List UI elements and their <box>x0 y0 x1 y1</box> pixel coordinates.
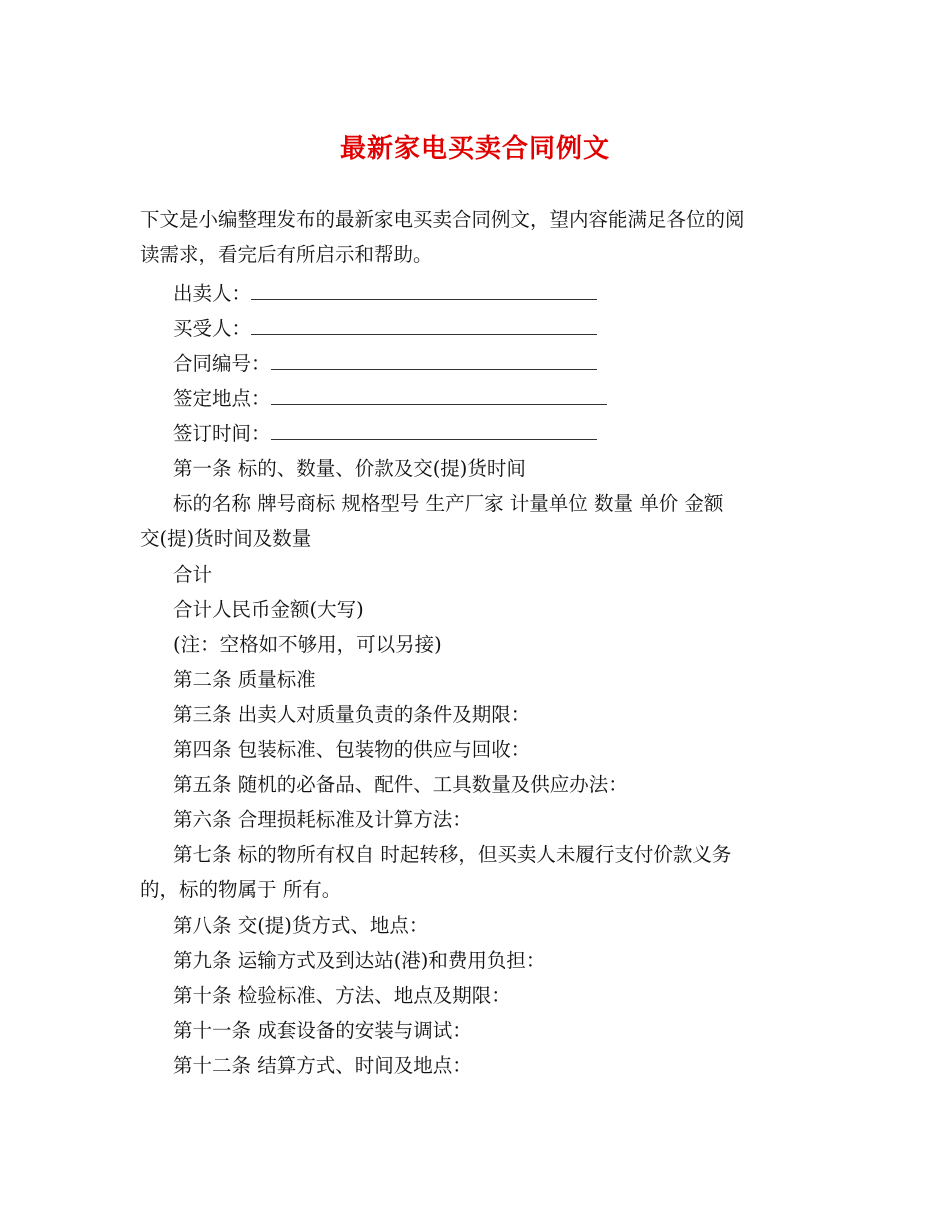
buyer-label: 买受人： <box>173 317 252 340</box>
article-1: 第一条 标的、数量、价款及交(提)货时间 <box>173 457 526 480</box>
intro-line-1: 下文是小编整理发布的最新家电买卖合同例文，望内容能满足各位的阅 <box>140 208 745 231</box>
contract-no-blank[interactable] <box>271 352 597 370</box>
article-11: 第十一条 成套设备的安装与调试： <box>173 1019 472 1042</box>
total-label: 合计 <box>173 563 213 586</box>
article-10: 第十条 检验标准、方法、地点及期限： <box>173 984 511 1007</box>
article-5: 第五条 随机的必备品、配件、工具数量及供应办法： <box>173 773 628 796</box>
seller-field <box>173 282 597 306</box>
columns-line-2: 交(提)货时间及数量 <box>140 527 312 550</box>
contract-no-field <box>173 352 597 376</box>
note-text: (注：空格如不够用，可以另接) <box>173 633 442 656</box>
columns-line-1: 标的名称 牌号商标 规格型号 生产厂家 计量单位 数量 单价 金额 <box>173 492 724 515</box>
intro-line-2: 读需求，看完后有所启示和帮助。 <box>140 243 433 266</box>
buyer-field <box>173 317 597 341</box>
article-9: 第九条 运输方式及到达站(港)和费用负担： <box>173 949 546 972</box>
article-7-line-1: 第七条 标的物所有权自 时起转移，但买卖人未履行支付价款义务 <box>173 843 732 866</box>
article-3: 第三条 出卖人对质量负责的条件及期限： <box>173 703 531 726</box>
sign-place-blank[interactable] <box>271 387 607 405</box>
seller-blank[interactable] <box>251 282 597 300</box>
document-title: 最新家电买卖合同例文 <box>339 134 610 164</box>
seller-label: 出卖人： <box>173 282 252 305</box>
article-4: 第四条 包装标准、包装物的供应与回收： <box>173 738 531 761</box>
sign-time-field <box>173 422 597 446</box>
sign-place-field <box>173 387 607 411</box>
article-6: 第六条 合理损耗标准及计算方法： <box>173 808 472 831</box>
article-12: 第十二条 结算方式、时间及地点： <box>173 1054 472 1077</box>
article-2: 第二条 质量标准 <box>173 668 316 691</box>
article-8: 第八条 交(提)货方式、地点： <box>173 914 429 937</box>
sign-time-blank[interactable] <box>271 422 597 440</box>
contract-no-label: 合同编号： <box>173 352 271 375</box>
buyer-blank[interactable] <box>251 317 597 335</box>
article-7-line-2: 的，标的物属于 所有。 <box>140 878 342 901</box>
sign-place-label: 签定地点： <box>173 387 271 410</box>
total-rmb-label: 合计人民币金额(大写) <box>173 598 364 621</box>
sign-time-label: 签订时间： <box>173 422 271 445</box>
